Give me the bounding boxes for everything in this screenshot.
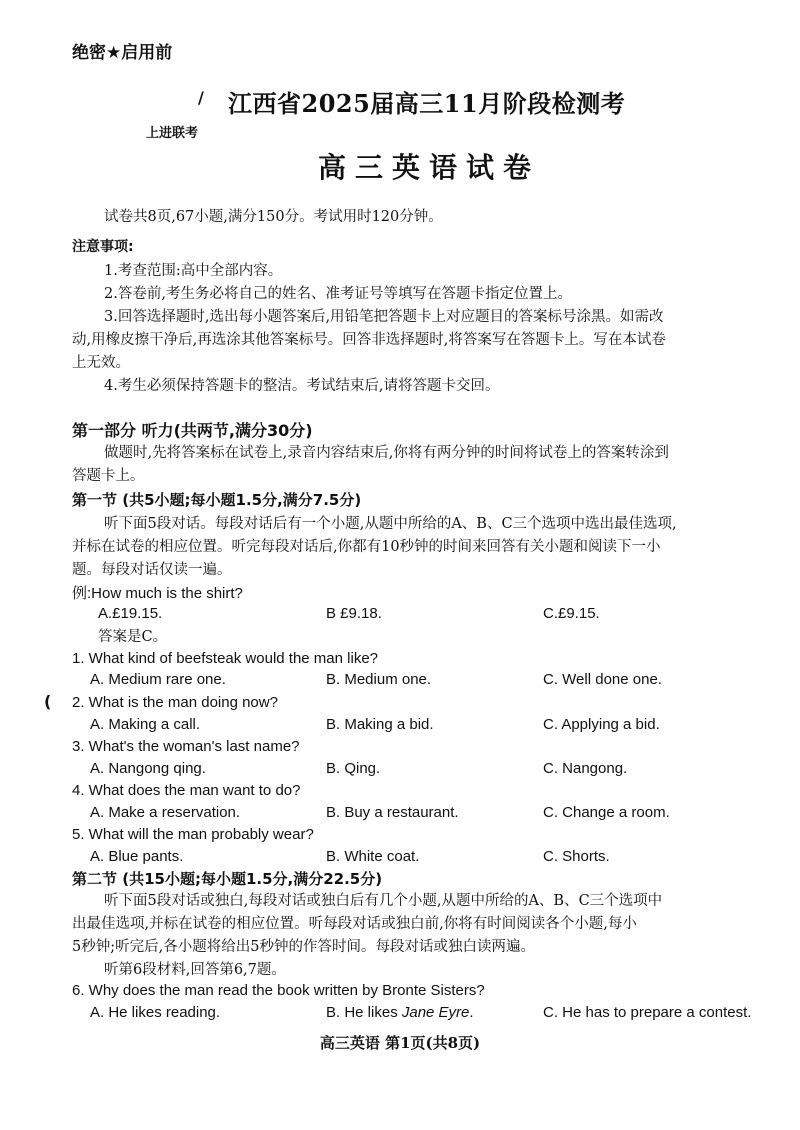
option-c: C. Applying a bid. bbox=[543, 716, 660, 733]
example-option-b: B £9.18. bbox=[326, 605, 382, 622]
note-item: 1.考查范围:高中全部内容。 bbox=[104, 263, 283, 279]
note-item: 4.考生必须保持答题卡的整洁。考试结束后,请将答题卡交回。 bbox=[104, 378, 500, 394]
note-item: 动,用橡皮擦干净后,再选涂其他答案标号。回答非选择题时,将答案写在答题卡上。写在本试卷 bbox=[72, 332, 666, 348]
question-text: 5. What will the man probably wear? bbox=[72, 826, 314, 843]
option-a: A. Blue pants. bbox=[90, 848, 184, 865]
exam-title: 江西省2025届高三11月阶段检测考 bbox=[228, 89, 626, 118]
option-c: C. Well done one. bbox=[543, 671, 662, 688]
option-b bbox=[326, 1004, 474, 1021]
example-option-c: C.£9.15. bbox=[543, 605, 600, 622]
option-a: A. He likes reading. bbox=[90, 1004, 221, 1021]
option-b: B. Buy a restaurant. bbox=[326, 804, 459, 821]
margin-mark-left: ( bbox=[44, 692, 52, 711]
question-text: 6. Why does the man read the book written by Bronte Sisters? bbox=[72, 982, 485, 999]
question-text: 1. What kind of beefsteak would the man like? bbox=[72, 650, 379, 667]
option-b: B. Medium one. bbox=[326, 671, 432, 688]
question-text: 2. What is the man doing now? bbox=[72, 694, 278, 711]
book-title: Jane Eyre bbox=[401, 1004, 470, 1021]
section1-instructions: 听下面5段对话。每段对话后有一个小题,从题中所给的A、B、C三个选项中选出最佳选项, bbox=[104, 516, 677, 532]
note-item: 2.答卷前,考生务必将自己的姓名、准考证号等填写在答题卡指定位置上。 bbox=[104, 286, 572, 302]
margin-mark-top: / bbox=[198, 88, 204, 107]
option-c: C. Shorts. bbox=[543, 848, 610, 865]
option-c: C. Change a room. bbox=[543, 804, 670, 821]
option-b: B. White coat. bbox=[326, 848, 420, 865]
exam-summary: 试卷共8页,67小题,满分150分。考试用时120分钟。 bbox=[104, 209, 443, 225]
note-item: 3.回答选择题时,选出每小题答案后,用铅笔把答题卡上对应题目的答案标号涂黑。如需改 bbox=[104, 309, 664, 325]
exam-organizer: 上进联考 bbox=[146, 126, 199, 141]
option-b-suffix: . bbox=[469, 1004, 474, 1021]
example-answer: 答案是C。 bbox=[98, 629, 168, 645]
option-c: C. Nangong. bbox=[543, 760, 628, 777]
question-text: 3. What's the woman's last name? bbox=[72, 738, 300, 755]
note-item: 上无效。 bbox=[72, 355, 130, 371]
page-footer: 高三英语 第1页(共8页) bbox=[319, 1034, 481, 1052]
confidential-label: 绝密★启用前 bbox=[72, 43, 173, 63]
part1-instructions: 答题卡上。 bbox=[72, 468, 145, 484]
section2-heading: 第二节 (共15小题;每小题1.5分,满分22.5分) bbox=[72, 870, 383, 888]
section1-instructions: 并标在试卷的相应位置。听完每段对话后,你都有10秒钟的时间来回答有关小题和阅读下一小 bbox=[72, 539, 661, 555]
option-b: B. Making a bid. bbox=[326, 716, 434, 733]
option-c: C. He has to prepare a contest. bbox=[543, 1004, 752, 1021]
option-a: A. Nangong qing. bbox=[90, 760, 206, 777]
option-a: A. Medium rare one. bbox=[90, 671, 226, 688]
section2-instructions: 听下面5段对话或独白,每段对话或独白后有几个小题,从题中所给的A、B、C三个选项中 bbox=[104, 893, 663, 909]
option-a: A. Making a call. bbox=[90, 716, 201, 733]
part1-instructions: 做题时,先将答案标在试卷上,录音内容结束后,你将有两分钟的时间将试卷上的答案转涂到 bbox=[104, 445, 669, 461]
section2-instructions: 出最佳选项,并标在试卷的相应位置。听每段对话或独白前,你将有时间阅读各个小题,每小 bbox=[72, 916, 637, 932]
section1-heading: 第一节 (共5小题;每小题1.5分,满分7.5分) bbox=[72, 491, 362, 509]
material-instruction: 听第6段材料,回答第6,7题。 bbox=[104, 962, 286, 978]
option-a: A. Make a reservation. bbox=[90, 804, 241, 821]
part1-heading: 第一部分 听力(共两节,满分30分) bbox=[72, 421, 313, 440]
example-question: 例:How much is the shirt? bbox=[72, 585, 243, 602]
section1-instructions: 题。每段对话仅读一遍。 bbox=[72, 562, 232, 578]
question-text: 4. What does the man want to do? bbox=[72, 782, 301, 799]
option-b-prefix: B. He likes bbox=[326, 1004, 402, 1021]
example-option-a: A.£19.15. bbox=[98, 605, 163, 622]
option-b: B. Qing. bbox=[326, 760, 381, 777]
notes-title: 注意事项: bbox=[72, 239, 134, 255]
paper-title: 高三英语试卷 bbox=[318, 151, 541, 184]
section2-instructions: 5秒钟;听完后,各小题将给出5秒钟的作答时间。每段对话或独白读两遍。 bbox=[72, 939, 535, 955]
